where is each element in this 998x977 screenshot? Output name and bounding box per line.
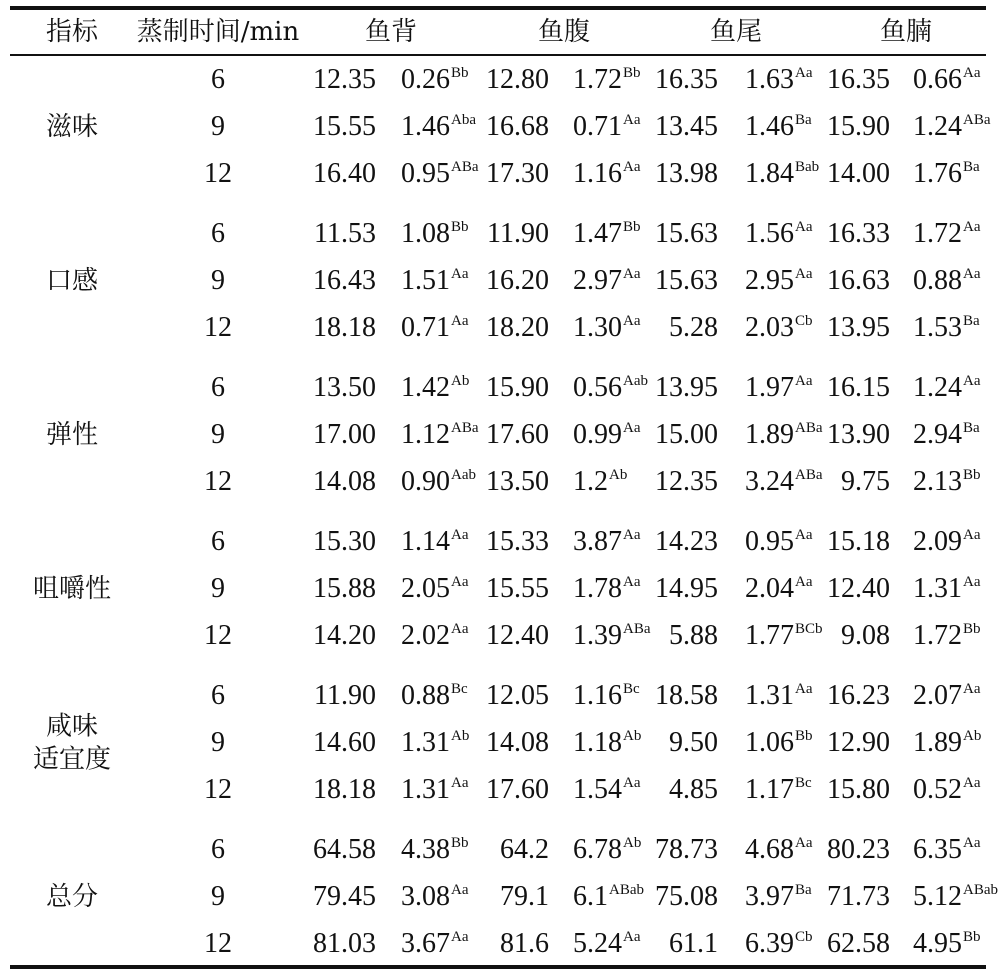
- significance-letters: Aa: [623, 420, 641, 436]
- mean-value: 11.90: [314, 680, 376, 711]
- mean-value: 15.30: [313, 526, 376, 557]
- significance-letters: Ba: [963, 420, 980, 436]
- sd-value: $0.95^{ABa}$: [401, 158, 479, 189]
- mean-value: 9.50: [669, 727, 718, 758]
- significance-letters: ABab: [609, 882, 644, 898]
- significance-letters: Aa: [623, 266, 641, 282]
- mean-value: 12.35: [655, 466, 718, 497]
- significance-letters: Aa: [451, 527, 469, 543]
- significance-letters: Aa: [623, 527, 641, 543]
- mean-value: 17.00: [313, 419, 376, 450]
- significance-letters: Bb: [623, 219, 641, 235]
- header-group: 鱼腹: [537, 17, 591, 47]
- sd-value: $1.63^{Aa}$: [745, 64, 813, 95]
- mean-value: 12.90: [827, 727, 890, 758]
- time-value: 6: [211, 372, 225, 403]
- sd-value: $1.24^{ABa}$: [913, 111, 991, 142]
- significance-letters: Ab: [623, 728, 642, 744]
- mean-value: 12.80: [486, 64, 549, 95]
- significance-letters: Aa: [623, 929, 641, 945]
- significance-letters: ABa: [623, 621, 651, 637]
- mean-value: 13.45: [655, 111, 718, 142]
- mean-value: 16.68: [486, 111, 549, 142]
- indicator-label: 总分: [45, 881, 99, 912]
- sd-value: $1.16^{Aa}$: [573, 158, 641, 189]
- header-group: 鱼背: [364, 17, 418, 47]
- significance-letters: Aa: [451, 929, 469, 945]
- mean-value: 15.18: [827, 526, 890, 557]
- mean-value: 12.40: [486, 620, 549, 651]
- mean-value: 11.90: [487, 218, 549, 249]
- sd-value: $1.76^{Ba}$: [913, 158, 980, 189]
- significance-letters: Aa: [795, 681, 813, 697]
- time-value: 12: [204, 928, 232, 959]
- significance-letters: Aba: [451, 112, 476, 128]
- header-group: 鱼腩: [879, 17, 933, 47]
- sd-value: $1.72^{Bb}$: [573, 64, 641, 95]
- sd-value: $1.24^{Aa}$: [913, 372, 981, 403]
- significance-letters: Bb: [963, 929, 981, 945]
- significance-letters: Aa: [451, 574, 469, 590]
- mean-value: 13.50: [313, 372, 376, 403]
- sd-value: $0.52^{Aa}$: [913, 774, 981, 805]
- time-value: 6: [211, 218, 225, 249]
- significance-letters: Ba: [963, 313, 980, 329]
- mean-value: 14.60: [313, 727, 376, 758]
- sd-value: $0.90^{Aab}$: [401, 466, 476, 497]
- significance-letters: Aa: [795, 527, 813, 543]
- sd-value: $3.24^{ABa}$: [745, 466, 823, 497]
- significance-letters: Aa: [795, 65, 813, 81]
- significance-letters: Bb: [451, 219, 469, 235]
- header-group: 鱼尾: [709, 17, 763, 47]
- header-rule: [10, 54, 986, 56]
- time-value: 6: [211, 526, 225, 557]
- sd-value: $3.08^{Aa}$: [401, 881, 469, 912]
- sd-value: $0.71^{Aa}$: [401, 312, 469, 343]
- mean-value: 15.80: [827, 774, 890, 805]
- significance-letters: Bc: [451, 681, 468, 697]
- significance-letters: Bab: [795, 159, 820, 175]
- mean-value: 81.6: [500, 928, 549, 959]
- mean-value: 4.85: [669, 774, 718, 805]
- mean-value: 15.90: [827, 111, 890, 142]
- sd-value: $1.31^{Aa}$: [913, 573, 981, 604]
- sd-value: $1.12^{ABa}$: [401, 419, 479, 450]
- mean-value: 16.20: [486, 265, 549, 296]
- significance-letters: Ab: [963, 728, 982, 744]
- time-value: 12: [204, 158, 232, 189]
- significance-letters: Bb: [963, 467, 981, 483]
- sd-value: $3.97^{Ba}$: [745, 881, 812, 912]
- sd-value: $6.78^{Ab}$: [573, 834, 642, 865]
- significance-letters: Aa: [963, 373, 981, 389]
- time-value: 9: [211, 111, 225, 142]
- sd-value: $1.72^{Bb}$: [913, 620, 981, 651]
- significance-letters: Aa: [451, 313, 469, 329]
- mean-value: 18.20: [486, 312, 549, 343]
- significance-letters: Aa: [963, 266, 981, 282]
- significance-letters: Aa: [451, 266, 469, 282]
- mean-value: 16.15: [827, 372, 890, 403]
- mean-value: 15.55: [486, 573, 549, 604]
- sd-value: $1.56^{Aa}$: [745, 218, 813, 249]
- mean-value: 16.43: [313, 265, 376, 296]
- sd-value: $4.38^{Bb}$: [401, 834, 469, 865]
- mean-value: 14.08: [313, 466, 376, 497]
- sd-value: $4.95^{Bb}$: [913, 928, 981, 959]
- sd-value: $4.68^{Aa}$: [745, 834, 813, 865]
- sd-value: $2.94^{Ba}$: [913, 419, 980, 450]
- mean-value: 71.73: [827, 881, 890, 912]
- mean-value: 16.23: [827, 680, 890, 711]
- time-value: 9: [211, 265, 225, 296]
- mean-value: 17.30: [486, 158, 549, 189]
- sd-value: $0.71^{Aa}$: [573, 111, 641, 142]
- significance-letters: Aab: [451, 467, 476, 483]
- significance-letters: Aa: [963, 681, 981, 697]
- significance-letters: ABa: [963, 112, 991, 128]
- sd-value: $1.46^{Ba}$: [745, 111, 812, 142]
- significance-letters: Ba: [963, 159, 980, 175]
- significance-letters: Aa: [795, 266, 813, 282]
- time-value: 6: [211, 64, 225, 95]
- mean-value: 18.18: [313, 774, 376, 805]
- sd-value: $0.88^{Bc}$: [401, 680, 468, 711]
- mean-value: 16.33: [827, 218, 890, 249]
- sd-value: $1.17^{Bc}$: [745, 774, 812, 805]
- indicator-label: 咀嚼性: [32, 573, 112, 604]
- sd-value: $1.77^{BCb}$: [745, 620, 823, 651]
- mean-value: 16.35: [827, 64, 890, 95]
- sd-value: $2.07^{Aa}$: [913, 680, 981, 711]
- time-value: 12: [204, 312, 232, 343]
- mean-value: 14.08: [486, 727, 549, 758]
- significance-letters: Aa: [963, 219, 981, 235]
- sd-value: $1.18^{Ab}$: [573, 727, 642, 758]
- mean-value: 9.08: [841, 620, 890, 651]
- significance-letters: Cb: [795, 929, 813, 945]
- mean-value: 13.98: [655, 158, 718, 189]
- mean-value: 64.58: [313, 834, 376, 865]
- significance-letters: Aa: [623, 112, 641, 128]
- mean-value: 14.23: [655, 526, 718, 557]
- mean-value: 14.20: [313, 620, 376, 651]
- sd-value: $1.31^{Aa}$: [745, 680, 813, 711]
- mean-value: 14.95: [655, 573, 718, 604]
- sd-value: $0.88^{Aa}$: [913, 265, 981, 296]
- sd-value: $3.87^{Aa}$: [573, 526, 641, 557]
- indicator-label: 咸味 适宜度: [32, 711, 112, 774]
- mean-value: 61.1: [669, 928, 718, 959]
- sd-value: $2.05^{Aa}$: [401, 573, 469, 604]
- mean-value: 9.75: [841, 466, 890, 497]
- mean-value: 15.55: [313, 111, 376, 142]
- mean-value: 13.95: [655, 372, 718, 403]
- sd-value: $2.13^{Bb}$: [913, 466, 981, 497]
- significance-letters: ABa: [451, 159, 479, 175]
- sd-value: $1.54^{Aa}$: [573, 774, 641, 805]
- mean-value: 12.35: [313, 64, 376, 95]
- sd-value: $1.78^{Aa}$: [573, 573, 641, 604]
- time-value: 9: [211, 727, 225, 758]
- significance-letters: Aa: [795, 835, 813, 851]
- sd-value: $1.31^{Ab}$: [401, 727, 470, 758]
- significance-letters: Ab: [609, 467, 628, 483]
- significance-letters: Cb: [795, 313, 813, 329]
- time-value: 12: [204, 620, 232, 651]
- mean-value: 11.53: [314, 218, 376, 249]
- significance-letters: Ab: [451, 728, 470, 744]
- sd-value: $1.51^{Aa}$: [401, 265, 469, 296]
- indicator-label: 口感: [45, 265, 99, 296]
- mean-value: 16.40: [313, 158, 376, 189]
- significance-letters: Aa: [795, 574, 813, 590]
- indicator-label: 滋味: [45, 111, 99, 142]
- mean-value: 15.33: [486, 526, 549, 557]
- significance-letters: ABa: [451, 420, 479, 436]
- header-time: 蒸制时间/min: [136, 17, 300, 47]
- significance-letters: Ba: [795, 882, 812, 898]
- sd-value: $1.14^{Aa}$: [401, 526, 469, 557]
- sd-value: $0.56^{Aab}$: [573, 372, 648, 403]
- sd-value: $1.30^{Aa}$: [573, 312, 641, 343]
- sd-value: $1.42^{Ab}$: [401, 372, 470, 403]
- sd-value: $2.09^{Aa}$: [913, 526, 981, 557]
- sd-value: $1.84^{Bab}$: [745, 158, 820, 189]
- mean-value: 79.1: [500, 881, 549, 912]
- significance-letters: Ab: [623, 835, 642, 851]
- mean-value: 16.35: [655, 64, 718, 95]
- sd-value: $2.97^{Aa}$: [573, 265, 641, 296]
- sd-value: $0.95^{Aa}$: [745, 526, 813, 557]
- mean-value: 16.63: [827, 265, 890, 296]
- mean-value: 81.03: [313, 928, 376, 959]
- significance-letters: ABab: [963, 882, 998, 898]
- sd-value: $5.12^{ABab}$: [913, 881, 998, 912]
- significance-letters: Aa: [623, 313, 641, 329]
- mean-value: 18.58: [655, 680, 718, 711]
- sd-value: $1.89^{Ab}$: [913, 727, 982, 758]
- significance-letters: Bb: [451, 65, 469, 81]
- sd-value: $1.16^{Bc}$: [573, 680, 640, 711]
- mean-value: 14.00: [827, 158, 890, 189]
- significance-letters: Bb: [963, 621, 981, 637]
- significance-letters: Aa: [451, 775, 469, 791]
- sd-value: $1.47^{Bb}$: [573, 218, 641, 249]
- sd-value: $1.06^{Bb}$: [745, 727, 813, 758]
- sd-value: $2.04^{Aa}$: [745, 573, 813, 604]
- mean-value: 15.88: [313, 573, 376, 604]
- significance-letters: Aa: [623, 574, 641, 590]
- mean-value: 13.50: [486, 466, 549, 497]
- significance-letters: Aa: [963, 574, 981, 590]
- time-value: 6: [211, 834, 225, 865]
- significance-letters: ABa: [795, 467, 823, 483]
- mean-value: 17.60: [486, 774, 549, 805]
- significance-letters: Aa: [451, 621, 469, 637]
- mean-value: 5.28: [669, 312, 718, 343]
- significance-letters: Aa: [795, 373, 813, 389]
- sd-value: $2.02^{Aa}$: [401, 620, 469, 651]
- sd-value: $0.66^{Aa}$: [913, 64, 981, 95]
- sd-value: $6.35^{Aa}$: [913, 834, 981, 865]
- header-indicator: 指标: [45, 17, 99, 47]
- significance-letters: Aa: [795, 219, 813, 235]
- sd-value: $2.03^{Cb}$: [745, 312, 813, 343]
- significance-letters: Aa: [963, 527, 981, 543]
- significance-letters: Bb: [623, 65, 641, 81]
- significance-letters: Aa: [451, 882, 469, 898]
- sd-value: $0.99^{Aa}$: [573, 419, 641, 450]
- significance-letters: Aa: [963, 835, 981, 851]
- significance-letters: Bc: [623, 681, 640, 697]
- top-rule: [10, 6, 986, 10]
- mean-value: 75.08: [655, 881, 718, 912]
- bottom-rule: [10, 965, 986, 969]
- sd-value: $1.46^{Aba}$: [401, 111, 476, 142]
- sd-value: $1.31^{Aa}$: [401, 774, 469, 805]
- sd-value: $5.24^{Aa}$: [573, 928, 641, 959]
- sd-value: $6.39^{Cb}$: [745, 928, 813, 959]
- significance-letters: Bb: [451, 835, 469, 851]
- sd-value: $1.97^{Aa}$: [745, 372, 813, 403]
- mean-value: 15.90: [486, 372, 549, 403]
- mean-value: 18.18: [313, 312, 376, 343]
- mean-value: 12.40: [827, 573, 890, 604]
- mean-value: 78.73: [655, 834, 718, 865]
- sd-value: $1.08^{Bb}$: [401, 218, 469, 249]
- significance-letters: Aa: [623, 159, 641, 175]
- mean-value: 13.90: [827, 419, 890, 450]
- significance-letters: Aab: [623, 373, 648, 389]
- significance-letters: Aa: [963, 775, 981, 791]
- time-value: 9: [211, 573, 225, 604]
- mean-value: 15.63: [655, 218, 718, 249]
- mean-value: 17.60: [486, 419, 549, 450]
- mean-value: 80.23: [827, 834, 890, 865]
- time-value: 9: [211, 881, 225, 912]
- mean-value: 13.95: [827, 312, 890, 343]
- time-value: 9: [211, 419, 225, 450]
- significance-letters: BCb: [795, 621, 823, 637]
- sd-value: $1.72^{Aa}$: [913, 218, 981, 249]
- significance-letters: ABa: [795, 420, 823, 436]
- sd-value: $0.26^{Bb}$: [401, 64, 469, 95]
- significance-letters: Aa: [963, 65, 981, 81]
- significance-letters: Ab: [451, 373, 470, 389]
- significance-letters: Ba: [795, 112, 812, 128]
- mean-value: 79.45: [313, 881, 376, 912]
- sd-value: $1.2^{Ab}$: [573, 466, 628, 497]
- significance-letters: Bb: [795, 728, 813, 744]
- sd-value: $2.95^{Aa}$: [745, 265, 813, 296]
- mean-value: 64.2: [500, 834, 549, 865]
- sd-value: $6.1^{ABab}$: [573, 881, 644, 912]
- sd-value: $1.39^{ABa}$: [573, 620, 651, 651]
- time-value: 6: [211, 680, 225, 711]
- mean-value: 5.88: [669, 620, 718, 651]
- mean-value: 15.00: [655, 419, 718, 450]
- mean-value: 12.05: [486, 680, 549, 711]
- sd-value: $3.67^{Aa}$: [401, 928, 469, 959]
- significance-letters: Bc: [795, 775, 812, 791]
- mean-value: 62.58: [827, 928, 890, 959]
- mean-value: 15.63: [655, 265, 718, 296]
- time-value: 12: [204, 466, 232, 497]
- sd-value: $1.89^{ABa}$: [745, 419, 823, 450]
- indicator-label: 弹性: [45, 419, 99, 450]
- time-value: 12: [204, 774, 232, 805]
- significance-letters: Aa: [623, 775, 641, 791]
- sd-value: $1.53^{Ba}$: [913, 312, 980, 343]
